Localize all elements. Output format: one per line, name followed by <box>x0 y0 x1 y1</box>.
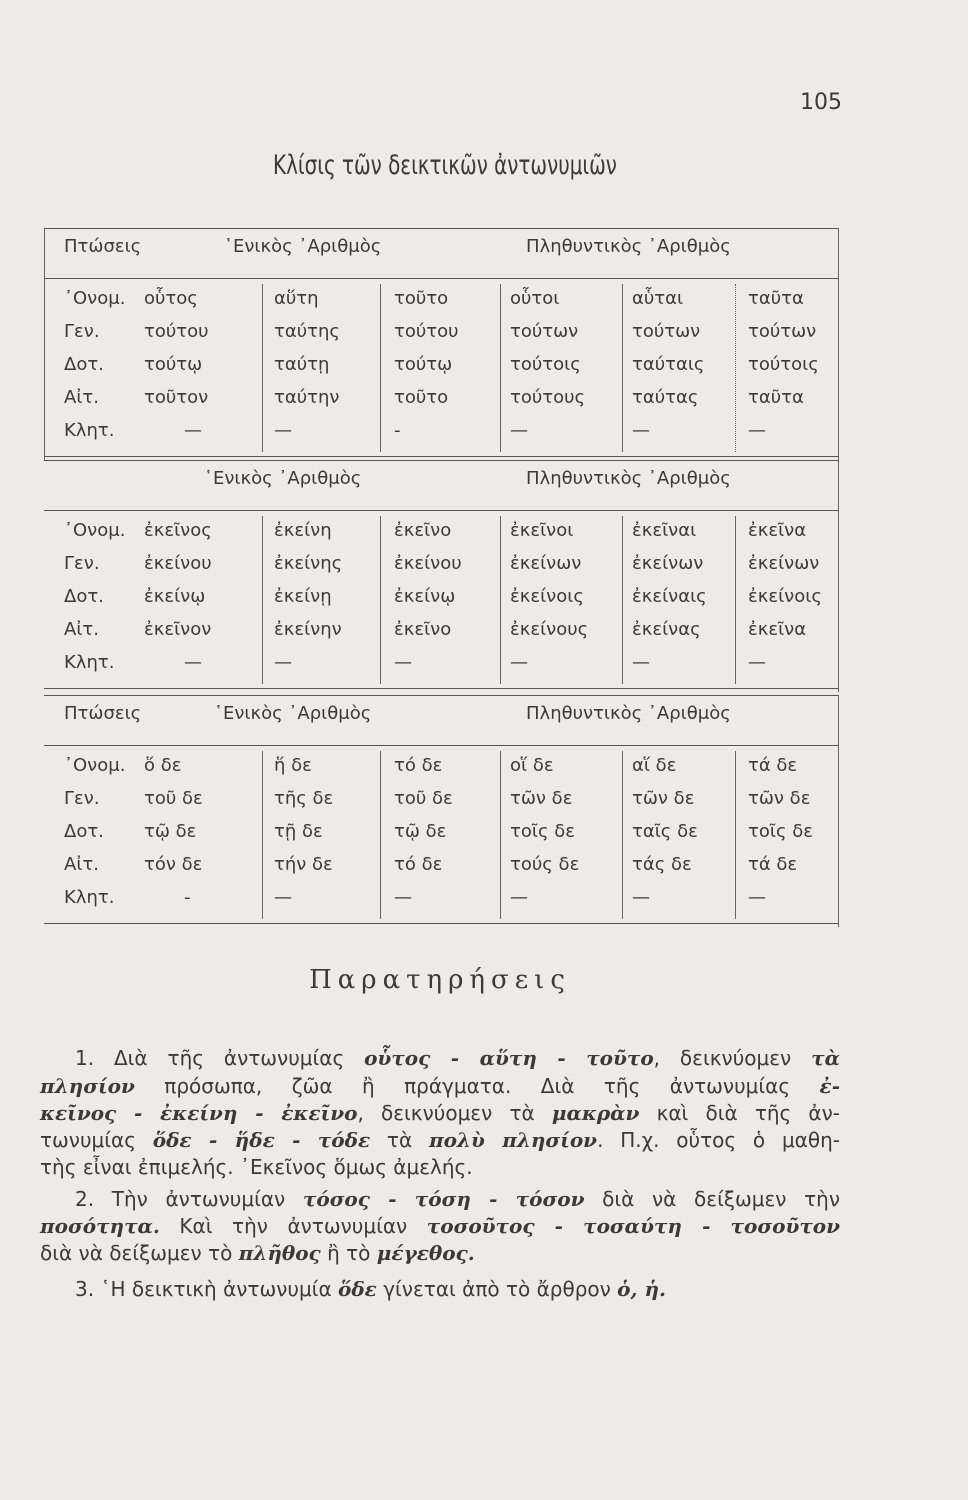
case-label: Γεν. <box>64 321 100 342</box>
remark-line <box>75 1277 840 1301</box>
form-cell: αὗται <box>632 288 684 309</box>
form-cell: — <box>184 420 202 441</box>
table-left-rule <box>44 228 45 460</box>
form-cell: — <box>632 887 650 908</box>
emphasized-term: ποσότητα. <box>40 1214 160 1238</box>
emphasized-term: μέγεθος. <box>376 1241 475 1265</box>
form-cell: ἐκείνου <box>394 553 462 574</box>
remark-text: τὰ <box>370 1128 429 1152</box>
form-cell: τούτοις <box>748 354 819 375</box>
table-header-rule <box>44 278 838 279</box>
emphasized-term: οὗτος - αὕτη - τοῦτο <box>364 1046 654 1070</box>
form-cell: τοῦ δε <box>144 788 203 809</box>
form-cell: τῶν δε <box>748 788 811 809</box>
form-cell: ὅ δε <box>144 755 182 776</box>
remark-text: πρόσωπα, ζῶα ἢ πράγματα. Διὰ τῆς ἀντωνυμίας <box>134 1074 820 1098</box>
emphasized-term: πλησίον <box>40 1074 135 1098</box>
form-cell: — <box>510 652 528 673</box>
emphasized-term: ὅδε - ἥδε - τόδε <box>152 1128 371 1152</box>
form-cell: ἐκείνοις <box>748 586 822 607</box>
form-cell: ἐκείνας <box>632 619 701 640</box>
form-cell: τούτῳ <box>144 354 203 375</box>
column-rule <box>500 284 501 452</box>
case-label: Αἰτ. <box>64 619 99 640</box>
form-cell: ἐκείνων <box>748 553 820 574</box>
declension-table <box>44 695 838 927</box>
form-cell: ἐκείνους <box>510 619 589 640</box>
remark-line <box>40 1128 840 1152</box>
column-rule <box>622 516 623 684</box>
form-cell: τούτων <box>510 321 579 342</box>
form-cell: ταύταις <box>632 354 705 375</box>
form-cell: — <box>748 420 766 441</box>
form-cell: ἐκείνην <box>274 619 342 640</box>
column-rule <box>735 516 736 684</box>
emphasized-term: τοσοῦτος - τοσαύτη - τοσοῦτον <box>426 1214 840 1238</box>
remark-text: γίνεται ἀπὸ τὸ ἄρθρον <box>376 1277 618 1301</box>
form-cell: ἐκείνου <box>144 553 212 574</box>
form-cell: ἐκείνῳ <box>394 586 456 607</box>
form-cell: τούτων <box>748 321 817 342</box>
form-cell: — <box>632 652 650 673</box>
table-header-rule <box>44 745 838 746</box>
table-bottom-rule <box>44 456 838 457</box>
table-top-rule <box>44 460 838 461</box>
form-cell: οἵ δε <box>510 755 554 776</box>
case-label: Κλητ. <box>64 887 115 908</box>
form-cell: τῶν δε <box>510 788 573 809</box>
form-cell: ἐκείνων <box>510 553 582 574</box>
form-cell: — <box>274 887 292 908</box>
emphasized-term: ὁ, ἡ. <box>617 1277 666 1301</box>
form-cell: τῇ δε <box>274 821 323 842</box>
header-singular: ῾Ενικὸς ᾿Αριθμὸς <box>214 703 372 724</box>
remark-line <box>40 1101 840 1125</box>
form-cell: — <box>394 887 412 908</box>
case-label: Δοτ. <box>64 354 104 375</box>
emphasized-term: πλῆθος <box>238 1241 321 1265</box>
remark-line <box>40 1241 840 1265</box>
form-cell: ταῦτα <box>748 387 804 408</box>
form-cell: ἐκείνοις <box>510 586 584 607</box>
column-rule <box>622 751 623 919</box>
form-cell: τοῖς δε <box>510 821 575 842</box>
remark-text: , δεικνύομεν τὰ <box>357 1101 552 1125</box>
form-cell: τούτῳ <box>394 354 453 375</box>
form-cell: — <box>274 652 292 673</box>
form-cell: τῷ δε <box>144 821 197 842</box>
remark-text: 3. ῾Η δεικτικὴ ἀντωνυμία <box>75 1277 338 1301</box>
remark-line <box>40 1155 840 1179</box>
form-cell: οὗτοι <box>510 288 560 309</box>
form-cell: — <box>510 420 528 441</box>
remark-text: τωνυμίας <box>40 1128 153 1152</box>
form-cell: τούς δε <box>510 854 580 875</box>
column-rule <box>262 516 263 684</box>
case-label: ᾿Ονομ. <box>64 520 126 541</box>
form-cell: ἐκεῖνο <box>394 520 452 541</box>
emphasized-term: μακρὰν <box>551 1101 640 1125</box>
form-cell: ἐκεῖνο <box>394 619 452 640</box>
form-cell: τά δε <box>748 755 798 776</box>
case-label: Κλητ. <box>64 652 115 673</box>
table-bottom-rule <box>44 688 838 689</box>
form-cell: ἐκεῖνον <box>144 619 212 640</box>
page-number: 105 <box>800 90 842 115</box>
remark-text: ἢ τὸ <box>320 1241 377 1265</box>
form-cell: ταύτας <box>632 387 699 408</box>
column-rule <box>735 751 736 919</box>
table-top-rule <box>44 695 838 696</box>
form-cell: — <box>632 420 650 441</box>
column-rule <box>262 751 263 919</box>
column-rule <box>622 284 623 452</box>
form-cell: αἵ δε <box>632 755 677 776</box>
form-cell: τούτους <box>510 387 586 408</box>
form-cell: τάς δε <box>632 854 692 875</box>
form-cell: οὗτος <box>144 288 198 309</box>
remark-text: διὰ νὰ δείξωμεν τὴν <box>584 1187 840 1211</box>
column-rule <box>380 751 381 919</box>
form-cell: τούτων <box>632 321 701 342</box>
form-cell: τό δε <box>394 755 443 776</box>
form-cell: ἐκείνης <box>274 553 343 574</box>
form-cell: ἐκείναις <box>632 586 707 607</box>
table-right-rule <box>838 228 839 460</box>
case-label: Γεν. <box>64 553 100 574</box>
form-cell: - <box>394 420 401 441</box>
emphasized-term: πολὺ πλησίον <box>428 1128 598 1152</box>
header-cases: Πτώσεις <box>64 703 142 724</box>
header-singular: ῾Ενικὸς ᾿Αριθμὸς <box>224 236 382 257</box>
form-cell: - <box>184 887 191 908</box>
case-label: Αἰτ. <box>64 387 99 408</box>
remark-line <box>40 1074 840 1098</box>
form-cell: τῆς δε <box>274 788 334 809</box>
table-right-rule <box>838 460 839 692</box>
remark-line <box>75 1187 840 1211</box>
form-cell: τοῦτον <box>144 387 209 408</box>
form-cell: τόν δε <box>144 854 203 875</box>
form-cell: αὕτη <box>274 288 319 309</box>
case-label: Κλητ. <box>64 420 115 441</box>
header-plural: Πληθυντικὸς ᾿Αριθμὸς <box>526 236 731 257</box>
form-cell: — <box>274 420 292 441</box>
form-cell: ἐκεῖνος <box>144 520 212 541</box>
form-cell: τά δε <box>748 854 798 875</box>
form-cell: τοῦ δε <box>394 788 453 809</box>
column-rule <box>262 284 263 452</box>
emphasized-term: κεῖνος - ἐκείνη - ἐκεῖνο <box>40 1101 358 1125</box>
form-cell: τῷ δε <box>394 821 447 842</box>
form-cell: — <box>748 652 766 673</box>
form-cell: ἐκείνῃ <box>274 586 332 607</box>
header-plural: Πληθυντικὸς ᾿Αριθμὸς <box>526 703 731 724</box>
column-rule <box>500 751 501 919</box>
remark-line <box>40 1214 840 1238</box>
form-cell: ταῦτα <box>748 288 804 309</box>
case-label: Δοτ. <box>64 821 104 842</box>
form-cell: ταύτης <box>274 321 340 342</box>
column-rule <box>380 284 381 452</box>
emphasized-term: ἐ- <box>819 1074 840 1098</box>
case-label: Δοτ. <box>64 586 104 607</box>
remark-text: . Π.χ. οὗτος ὁ μαθη- <box>597 1128 840 1152</box>
case-label: Γεν. <box>64 788 100 809</box>
form-cell: ἥ δε <box>274 755 312 776</box>
declension-table <box>44 228 838 460</box>
form-cell: ἐκεῖναι <box>632 520 697 541</box>
form-cell: ἐκείνη <box>274 520 332 541</box>
form-cell: τῶν δε <box>632 788 695 809</box>
remarks-heading: Παρατηρήσεις <box>309 965 571 995</box>
column-rule <box>380 516 381 684</box>
remark-text: Καὶ τὴν ἀντωνυμίαν <box>159 1214 427 1238</box>
form-cell: — <box>510 887 528 908</box>
header-singular: ῾Ενικὸς ᾿Αριθμὸς <box>204 468 362 489</box>
form-cell: — <box>748 887 766 908</box>
table-header-rule <box>44 510 838 511</box>
remark-text: καὶ διὰ τῆς ἀν- <box>639 1101 840 1125</box>
emphasized-term: τὰ <box>811 1046 840 1070</box>
form-cell: ἐκεῖνοι <box>510 520 574 541</box>
form-cell: — <box>184 652 202 673</box>
form-cell: ταύτην <box>274 387 340 408</box>
form-cell: ἐκεῖνα <box>748 619 807 640</box>
form-cell: τούτου <box>144 321 209 342</box>
emphasized-term: ὅδε <box>338 1277 377 1301</box>
table-bottom-rule <box>44 923 838 924</box>
declension-table <box>44 460 838 692</box>
header-plural: Πληθυντικὸς ᾿Αριθμὸς <box>526 468 731 489</box>
form-cell: τό δε <box>394 854 443 875</box>
remark-text: τὴς εἶναι ἐπιμελής. ᾿Εκεῖνος ὅμως ἀμελής. <box>40 1155 473 1179</box>
table-right-rule <box>838 695 839 927</box>
remark-text: 2. Τὴν ἀντωνυμίαν <box>75 1187 303 1211</box>
case-label: Αἰτ. <box>64 854 99 875</box>
form-cell: ταύτῃ <box>274 354 330 375</box>
form-cell: ἐκείνῳ <box>144 586 206 607</box>
emphasized-term: τόσος - τόση - τόσον <box>302 1187 585 1211</box>
form-cell: τοῦτο <box>394 387 449 408</box>
case-label: ᾿Ονομ. <box>64 288 126 309</box>
form-cell: τοῖς δε <box>748 821 813 842</box>
form-cell: τούτοις <box>510 354 581 375</box>
case-label: ᾿Ονομ. <box>64 755 126 776</box>
table-top-rule <box>44 228 838 229</box>
form-cell: — <box>394 652 412 673</box>
form-cell: ἐκείνων <box>632 553 704 574</box>
remark-text: , δεικνύομεν <box>653 1046 812 1070</box>
form-cell: ταῖς δε <box>632 821 698 842</box>
remark-text: διὰ νὰ δείξωμεν τὸ <box>40 1241 239 1265</box>
form-cell: τούτου <box>394 321 459 342</box>
form-cell: τήν δε <box>274 854 333 875</box>
page-title: Κλίσις τῶν δεικτικῶν ἀντωνυμιῶν <box>273 150 617 181</box>
column-rule <box>735 284 736 452</box>
form-cell: τοῦτο <box>394 288 449 309</box>
form-cell: ἐκεῖνα <box>748 520 807 541</box>
remark-line <box>75 1046 840 1070</box>
header-cases: Πτώσεις <box>64 236 142 257</box>
column-rule <box>500 516 501 684</box>
remark-text: 1. Διὰ τῆς ἀντωνυμίας <box>75 1046 365 1070</box>
